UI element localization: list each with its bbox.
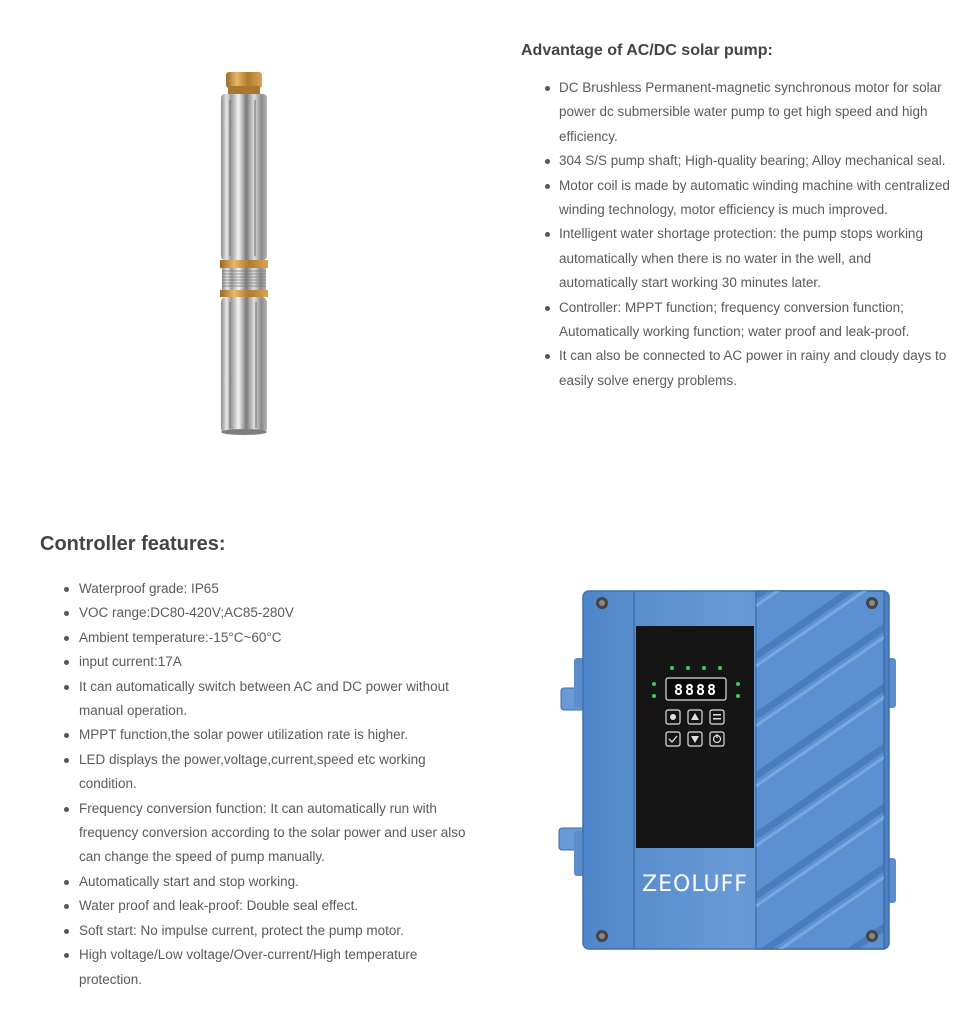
list-item: It can also be connected to AC power in rainy and cloudy days to easily solve energy problems. [521,344,951,393]
list-item: Intelligent water shortage protection: the pump stops working automatically when there is no water in the well, and automatically start working 30 minutes later. [521,222,951,295]
advantage-section [521,42,951,393]
controller-title: Controller features: [40,533,226,555]
list-item: Automatically start and stop working. [40,870,470,894]
list-item: input current:17A [40,650,470,674]
controller-image [556,586,901,954]
advantage-title: Advantage of AC/DC solar pump: [521,42,773,59]
brand-logo: ZEOLUFF [642,872,748,897]
list-item: 304 S/S pump shaft; High-quality bearing; Alloy mechanical seal. [521,149,951,173]
list-item: Soft start: No impulse current, protect the pump motor. [40,919,470,943]
advantage-list [521,76,951,393]
display-readout: 8888 [673,681,719,699]
list-item: VOC range:DC80-420V;AC85-280V [40,601,470,625]
list-item: Waterproof grade: IP65 [40,577,470,601]
controller-section [40,533,470,992]
list-item: High voltage/Low voltage/Over-current/High temperature protection. [40,943,470,992]
list-item: Motor coil is made by automatic winding machine with centralized winding technology, motor efficiency is much improved. [521,174,951,223]
controller-list [40,577,470,992]
list-item: It can automatically switch between AC and DC power without manual operation. [40,675,470,724]
list-item: Ambient temperature:-15°C~60°C [40,626,470,650]
list-item: DC Brushless Permanent-magnetic synchronous motor for solar power dc submersible water pump to get high speed and high efficiency. [521,76,951,149]
solar-pump-image [200,60,300,445]
list-item: MPPT function,the solar power utilization rate is higher. [40,723,470,747]
list-item: Controller: MPPT function; frequency conversion function; Automatically working function; water proof and leak-proof. [521,296,951,345]
list-item: LED displays the power,voltage,current,speed etc working condition. [40,748,470,797]
list-item: Water proof and leak-proof: Double seal effect. [40,894,470,918]
list-item: Frequency conversion function: It can automatically run with frequency conversion according to the solar power and user also can change the speed of pump manually. [40,797,470,870]
